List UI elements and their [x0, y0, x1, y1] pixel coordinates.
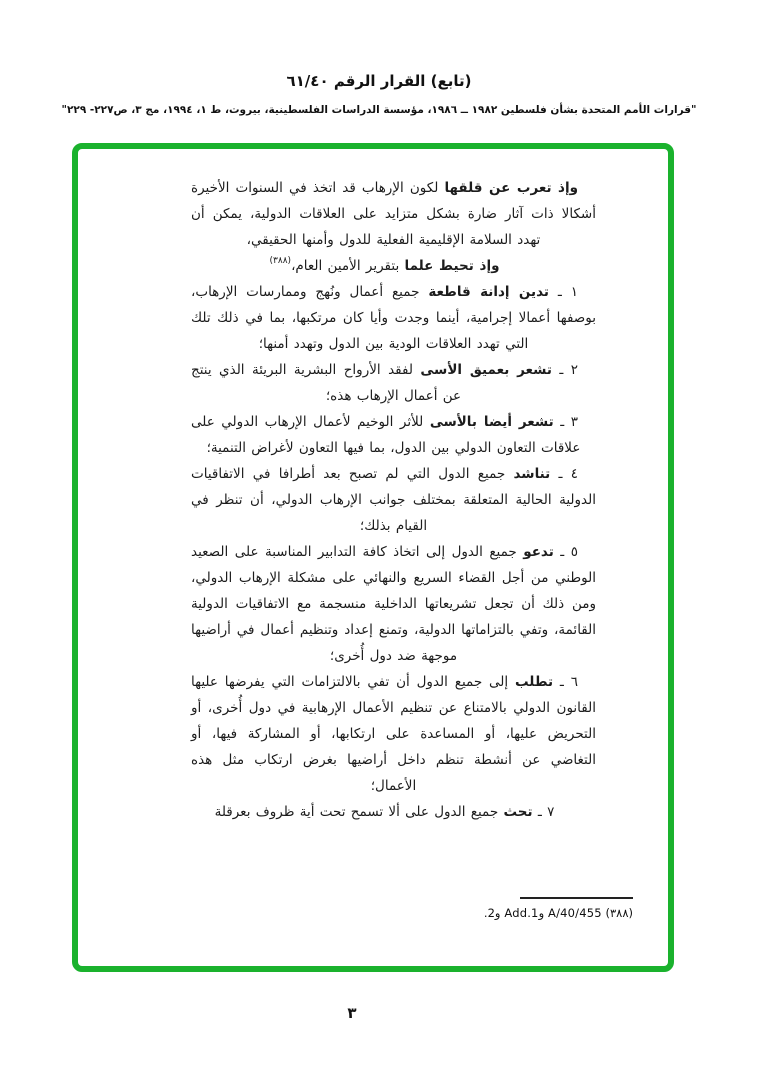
paragraph-text: جميع أعمال ونُهج وممارسات الإرهاب، بوصفها أعمالا إجرامية، أينما وجدت وأيا كان مرتكبها، بما في ذلك تلك التي تهدد العلاقات الودية بين الدول وتهدد أمنها؛ — [191, 284, 596, 352]
preamble-paragraph — [191, 253, 596, 279]
operative-paragraph-7 — [191, 799, 596, 825]
paragraph-text: جميع الدول على ألا تسمح تحت أية ظروف بعرقلة — [214, 804, 504, 820]
operative-paragraph-1 — [191, 279, 596, 357]
paragraph-lead: تحث — [503, 804, 533, 820]
paragraph-lead: تدعو — [523, 544, 554, 560]
green-border-frame — [72, 143, 674, 972]
preamble-lead: وإذ تحيط علما — [404, 258, 500, 274]
resolution-title: (تابع) القرار الرقم ٦١/٤٠ — [286, 72, 472, 90]
paragraph-lead: تطلب — [515, 674, 554, 690]
operative-paragraph-3 — [191, 409, 596, 461]
paragraph-lead: تشعر أيضا بالأسى — [429, 414, 554, 430]
page-number: ٣ — [347, 1004, 357, 1022]
preamble-text: لكون الإرهاب قد اتخذ في السنوات الأخيرة أشكالا ذات آثار ضارة بشكل متزايد على العلاقات الدولية، يمكن أن تهدد السلامة الإقليمية الفعلية للدول وأمنها الحقيقي، — [191, 180, 596, 248]
paragraph-lead: تشعر بعميق الأسى — [420, 362, 552, 378]
operative-paragraph-6 — [191, 669, 596, 799]
paragraph-lead: تناشد — [513, 466, 551, 482]
paragraph-number: ١ ـ — [548, 284, 578, 300]
paragraph-number: ٥ ـ — [553, 544, 578, 560]
paragraph-text: لفقد الأرواح البشرية البريئة الذي ينتج عن أعمال الإرهاب هذه؛ — [191, 362, 462, 404]
paragraph-text: جميع الدول التي لم تصبح بعد أطرافا في الاتفاقيات الدولية الحالية المتعلقة بمختلف جوانب الإرهاب الدولي، أن تنظر في القيام بذلك؛ — [191, 466, 596, 534]
paragraph-number: ٣ ـ — [553, 414, 579, 430]
footnote-separator-line — [520, 897, 633, 899]
source-citation: "قرارات الأمم المتحدة بشأن فلسطين ١٩٨٢ ــ ١٩٨٦، مؤسسة الدراسات الفلسطينية، بيروت، ط ١، ١٩٩٤، مج ٣، ص٢٢٧- ٢٢٩" — [61, 104, 697, 116]
paragraph-text: إلى جميع الدول أن تفي بالالتزامات التي يفرضها عليها القانون الدولي بالامتناع عن تنظيم الأعمال الإرهابية في دول أُخرى، أو التحريض عليها، أو المساعدة على ارتكابها، أو المشاركة فيها، أو التغاضي عن أنشطة تنظم داخل أراضيها بغرض ارتكاب مثل هذه الأعمال؛ — [191, 674, 596, 794]
footnote: (٣٨٨) A/40/455 وAdd.1 و2. — [483, 906, 633, 920]
operative-paragraph-2 — [191, 357, 596, 409]
preamble-text: بتقرير الأمين العام، — [291, 258, 405, 274]
operative-paragraph-5 — [191, 539, 596, 669]
paragraph-text: للأثر الوخيم لأعمال الإرهاب الدولي على علاقات التعاون الدولي بين الدول، بما فيها التعاون لأغراض التنمية؛ — [191, 414, 581, 456]
paragraph-text: جميع الدول إلى اتخاذ كافة التدابير المناسبة على الصعيد الوطني من أجل القضاء السريع والنهائي على مشكلة الإرهاب الدولي، ومن ذلك أن تجعل تشريعاتها الداخلية منسجمة مع الاتفاقيات الدولية القائمة، وتفي بالتزاماتها الدولية، وتمنع إعداد وتنظيم أعمال في أراضيها موجهة ضد دول أُخرى؛ — [191, 544, 596, 664]
paragraph-number: ٤ ـ — [550, 466, 578, 482]
preamble-paragraph — [191, 175, 596, 253]
paragraph-lead: تدين إدانة قاطعة — [428, 284, 549, 300]
paragraph-number: ٧ ـ — [532, 804, 555, 820]
paragraph-number: ٦ ـ — [553, 674, 578, 690]
resolution-body — [191, 175, 596, 825]
footnote-reference: (٣٨٨) — [269, 256, 292, 266]
preamble-lead: وإذ تعرب عن قلقها — [444, 180, 579, 196]
operative-paragraph-4 — [191, 461, 596, 539]
paragraph-number: ٢ ـ — [551, 362, 578, 378]
